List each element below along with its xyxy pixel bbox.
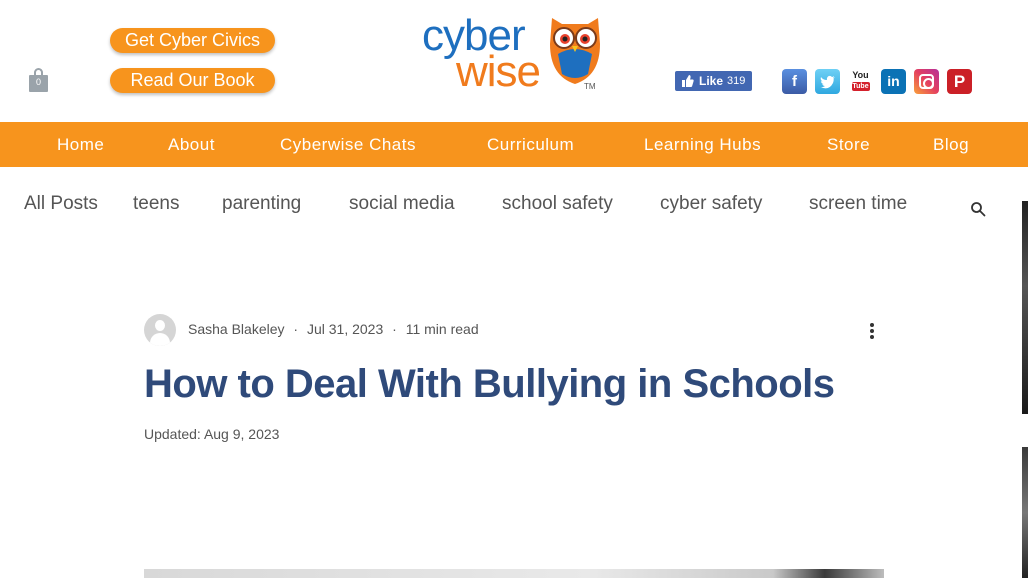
post-updated-date: Updated: Aug 9, 2023 xyxy=(144,426,280,442)
nav-about[interactable]: About xyxy=(168,135,215,154)
site-header xyxy=(0,0,1028,122)
linkedin-glyph: in xyxy=(887,73,900,89)
dot xyxy=(870,335,874,339)
nav-cyberwise-chats[interactable]: Cyberwise Chats xyxy=(280,135,416,154)
category-cyber-safety[interactable]: cyber safety xyxy=(660,193,763,214)
facebook-like-button[interactable] xyxy=(675,71,752,91)
instagram-icon[interactable] xyxy=(914,69,939,94)
post-title: How to Deal With Bullying in Schools xyxy=(144,362,835,406)
category-social-media[interactable]: social media xyxy=(349,193,455,214)
nav-curriculum[interactable]: Curriculum xyxy=(487,135,575,154)
facebook-glyph: f xyxy=(792,73,797,90)
instagram-camera-glyph xyxy=(919,74,934,89)
author-name[interactable]: Sasha Blakeley xyxy=(188,321,285,337)
nav-home[interactable]: Home xyxy=(57,135,105,154)
main-nav xyxy=(0,122,1028,167)
avatar-head xyxy=(155,320,165,331)
logo-word-wise: wise xyxy=(456,47,541,96)
more-actions-icon[interactable] xyxy=(867,323,877,339)
side-image-1[interactable] xyxy=(1022,201,1028,414)
dot xyxy=(870,329,874,333)
post-hero-image xyxy=(144,569,884,578)
pinterest-icon[interactable] xyxy=(947,69,972,94)
youtube-icon[interactable] xyxy=(848,69,873,94)
search-icon[interactable] xyxy=(970,201,986,217)
cart-count: 0 xyxy=(35,77,41,87)
category-all-posts[interactable]: All Posts xyxy=(24,193,98,214)
nav-blog[interactable]: Blog xyxy=(933,135,970,154)
linkedin-icon[interactable] xyxy=(881,69,906,94)
youtube-tube-text: Tube xyxy=(852,83,869,90)
read-time: 11 min read xyxy=(405,321,479,337)
owl-icon xyxy=(548,14,602,86)
cyberwise-logo[interactable] xyxy=(420,10,605,94)
youtube-you-text: You xyxy=(852,70,869,80)
cart-icon[interactable] xyxy=(29,68,48,92)
side-image-2[interactable] xyxy=(1022,447,1028,578)
post-date: Jul 31, 2023 xyxy=(306,321,384,337)
category-school-safety[interactable]: school safety xyxy=(502,193,613,214)
thumbs-up-icon xyxy=(682,75,694,87)
category-teens[interactable]: teens xyxy=(133,193,180,214)
get-cyber-civics-button[interactable]: Get Cyber Civics xyxy=(110,28,275,53)
logo-trademark: TM xyxy=(584,82,596,91)
dot xyxy=(870,323,874,327)
pinterest-glyph: P xyxy=(953,72,966,91)
nav-store[interactable]: Store xyxy=(827,135,871,154)
author-avatar[interactable] xyxy=(144,314,176,346)
read-our-book-button[interactable]: Read Our Book xyxy=(110,68,275,93)
meta-separator: · xyxy=(392,321,397,337)
post-meta xyxy=(188,321,479,337)
fb-like-label: Like xyxy=(699,74,724,88)
twitter-icon[interactable] xyxy=(815,69,840,94)
logo-word-cyber: cyber xyxy=(422,11,525,60)
nav-learning-hubs[interactable]: Learning Hubs xyxy=(644,135,762,154)
facebook-icon[interactable] xyxy=(782,69,807,94)
category-screen-time[interactable]: screen time xyxy=(809,193,908,214)
category-parenting[interactable]: parenting xyxy=(222,193,302,214)
meta-separator: · xyxy=(293,321,299,337)
twitter-bird-icon xyxy=(815,69,840,94)
avatar-body xyxy=(150,333,170,346)
fb-like-count: 319 xyxy=(727,75,746,87)
